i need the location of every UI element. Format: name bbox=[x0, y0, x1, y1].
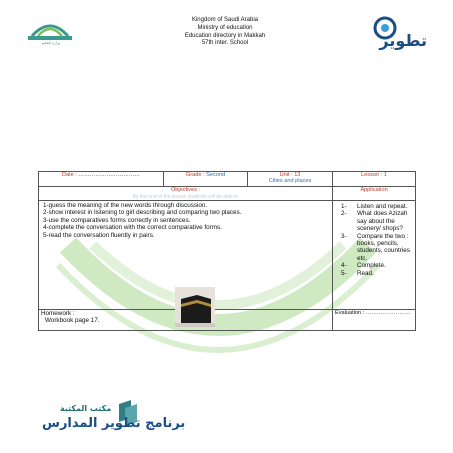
objective-item: 4-complete the conversation with the correct comparative forms. bbox=[43, 224, 222, 232]
homework-row bbox=[39, 310, 416, 331]
unit-label: Unit : 13 bbox=[279, 172, 301, 178]
lesson-label: Lesson : bbox=[361, 172, 384, 178]
lesson-cell bbox=[333, 172, 416, 187]
objective-item: 2-show interest in listening to girl describing and comparing two places. bbox=[43, 209, 242, 217]
objectives-head-cell bbox=[39, 187, 333, 201]
lesson-value: 1 bbox=[383, 172, 387, 178]
application-heading: Application bbox=[333, 187, 416, 201]
header-ministry: Ministry of education bbox=[197, 24, 253, 31]
date-label: Date : bbox=[61, 172, 79, 178]
grade-value: Second bbox=[206, 172, 226, 178]
application-item: 2- What does Azizah say about the scenery/ shops? bbox=[341, 210, 408, 233]
lesson-plan-table bbox=[38, 171, 416, 331]
evaluation-value: …………………… bbox=[365, 310, 411, 316]
header-school: 57th inter. School bbox=[201, 40, 249, 47]
tatweer-wordmark: تطوير bbox=[379, 31, 427, 50]
date-value: …………………………… bbox=[78, 172, 140, 178]
grade-cell bbox=[164, 172, 248, 187]
objectives-heading: Objectives : bbox=[170, 187, 201, 193]
application-item: 3- Compare the two : books, pencils, students, countries etc. bbox=[341, 232, 410, 262]
header-country: Kingdom of Saudi Arabia bbox=[191, 17, 259, 23]
objective-item: 1-guess the meaning of the new words through discussion. bbox=[43, 202, 208, 209]
application-item: 1- Listen and repeat. bbox=[341, 203, 408, 210]
grade-label: Grade : bbox=[185, 172, 207, 178]
objectives-subheading: By the end of the lesson students will be able to bbox=[132, 194, 239, 200]
unit-title: Cities and places bbox=[268, 178, 312, 184]
application-item: 4- Complete. bbox=[341, 262, 386, 270]
footer-program: برنامج تطوير المدارس bbox=[42, 416, 186, 431]
objective-item: 3-use the comparatives forms correctly in sentences. bbox=[43, 216, 191, 224]
objectives-head-row bbox=[39, 187, 416, 201]
objectives-body-row bbox=[39, 201, 416, 310]
application-list bbox=[335, 201, 413, 278]
school-header bbox=[150, 17, 300, 48]
date-cell bbox=[39, 172, 164, 187]
footer-office: مكتب المكتبة bbox=[60, 404, 112, 413]
objectives-list bbox=[41, 201, 330, 241]
application-body-cell bbox=[333, 201, 416, 310]
unit-cell bbox=[248, 172, 333, 187]
evaluation-label: Evaluation : bbox=[335, 310, 366, 316]
homework-value: Workbook page 17. bbox=[45, 317, 100, 325]
homework-label: Homework : bbox=[41, 310, 75, 317]
evaluation-cell bbox=[333, 310, 416, 331]
ministry-logo bbox=[22, 14, 78, 52]
kaaba-image bbox=[175, 287, 215, 327]
plan-header-row bbox=[39, 172, 416, 187]
header-directory: Education directory in Makkah bbox=[184, 32, 266, 39]
application-item: 5- Read. bbox=[341, 269, 374, 277]
ministry-caption: وزارة التعليم bbox=[41, 41, 61, 45]
objective-item: 5-read the conversation fluently in pairs. bbox=[43, 231, 155, 239]
